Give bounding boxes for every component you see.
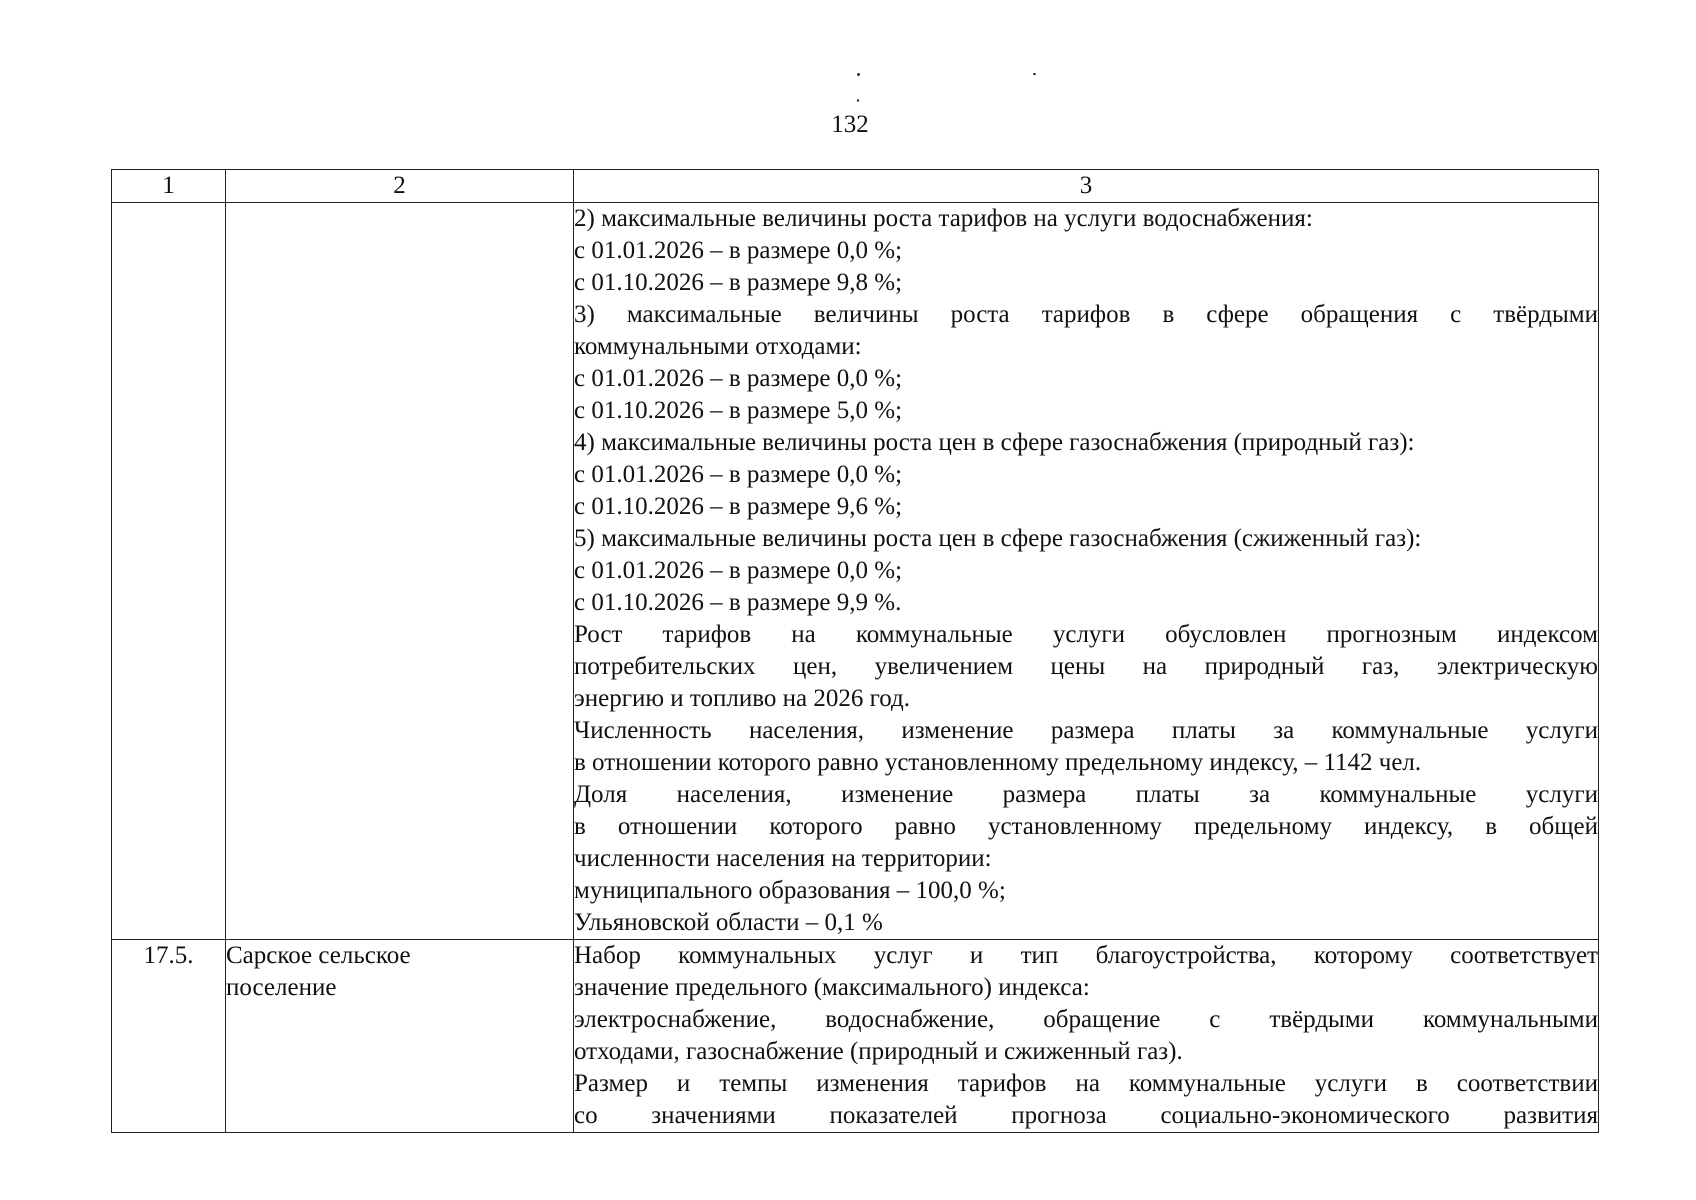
- text-line: Численность населения, изменение размера платы за коммунальные услуги: [574, 717, 1598, 744]
- scan-speck: [1033, 73, 1036, 75]
- table-row: [112, 940, 1599, 1133]
- text-line: с 01.01.2026 – в размере 0,0 %;: [574, 557, 903, 584]
- text-line: с 01.01.2026 – в размере 0,0 %;: [574, 365, 903, 392]
- text-line: с 01.10.2026 – в размере 5,0 %;: [574, 397, 903, 424]
- text-line: Набор коммунальных услуг и тип благоустройства, которому соответствует: [574, 942, 1598, 969]
- indicator-text-cell: [574, 203, 1599, 940]
- text-line: значение предельного (максимального) индекса:: [574, 974, 1090, 1001]
- text-line: 2) максимальные величины роста тарифов на услуги водоснабжения:: [574, 205, 1313, 232]
- table-header-row: [112, 170, 1599, 203]
- settlement-name-line: поселение: [226, 974, 337, 1001]
- text-line: 3) максимальные величины роста тарифов в сфере обращения с твёрдыми: [574, 301, 1598, 328]
- header-cell-1: 1: [112, 170, 226, 203]
- page-number: 132: [831, 111, 869, 138]
- text-line: с 01.10.2026 – в размере 9,8 %;: [574, 269, 903, 296]
- scan-speck: [857, 99, 859, 102]
- text-line: Ульяновской области – 0,1 %: [574, 909, 883, 936]
- document-table: [111, 169, 1599, 1133]
- settlement-name-cell: [226, 203, 574, 940]
- text-line: в отношении которого равно установленному предельному индексу, в общей: [574, 813, 1598, 840]
- text-line: с 01.01.2026 – в размере 0,0 %;: [574, 461, 903, 488]
- row-number-cell: 17.5.: [112, 940, 226, 1133]
- header-cell-2: 2: [226, 170, 574, 203]
- scan-speck: [857, 73, 860, 76]
- indicator-text-cell: [574, 940, 1599, 1133]
- text-line: с 01.01.2026 – в размере 0,0 %;: [574, 237, 903, 264]
- text-line: электроснабжение, водоснабжение, обращение с твёрдыми коммунальными: [574, 1006, 1598, 1033]
- text-line: со значениями показателей прогноза социально-экономического развития: [574, 1102, 1598, 1129]
- text-line: с 01.10.2026 – в размере 9,6 %;: [574, 493, 903, 520]
- text-line: Рост тарифов на коммунальные услуги обусловлен прогнозным индексом: [574, 621, 1598, 648]
- text-line: потребительских цен, увеличением цены на природный газ, электрическую: [574, 653, 1598, 680]
- text-line: 5) максимальные величины роста цен в сфере газоснабжения (сжиженный газ):: [574, 525, 1422, 552]
- table-row: [112, 203, 1599, 940]
- text-line: с 01.10.2026 – в размере 9,9 %.: [574, 589, 902, 616]
- text-line: в отношении которого равно установленному предельному индексу, – 1142 чел.: [574, 749, 1422, 776]
- text-line: Размер и темпы изменения тарифов на коммунальные услуги в соответствии: [574, 1070, 1598, 1097]
- text-line: отходами, газоснабжение (природный и сжиженный газ).: [574, 1038, 1183, 1065]
- settlement-name-cell: [226, 940, 574, 1133]
- text-line: коммунальными отходами:: [574, 333, 862, 360]
- header-cell-3: 3: [574, 170, 1599, 203]
- settlement-name-line: Сарское сельское: [226, 942, 411, 969]
- text-line: Доля населения, изменение размера платы за коммунальные услуги: [574, 781, 1598, 808]
- text-line: численности населения на территории:: [574, 845, 992, 872]
- text-line: энергию и топливо на 2026 год.: [574, 685, 910, 712]
- text-line: 4) максимальные величины роста цен в сфере газоснабжения (природный газ):: [574, 429, 1415, 456]
- text-line: муниципального образования – 100,0 %;: [574, 877, 1006, 904]
- row-number-cell: [112, 203, 226, 940]
